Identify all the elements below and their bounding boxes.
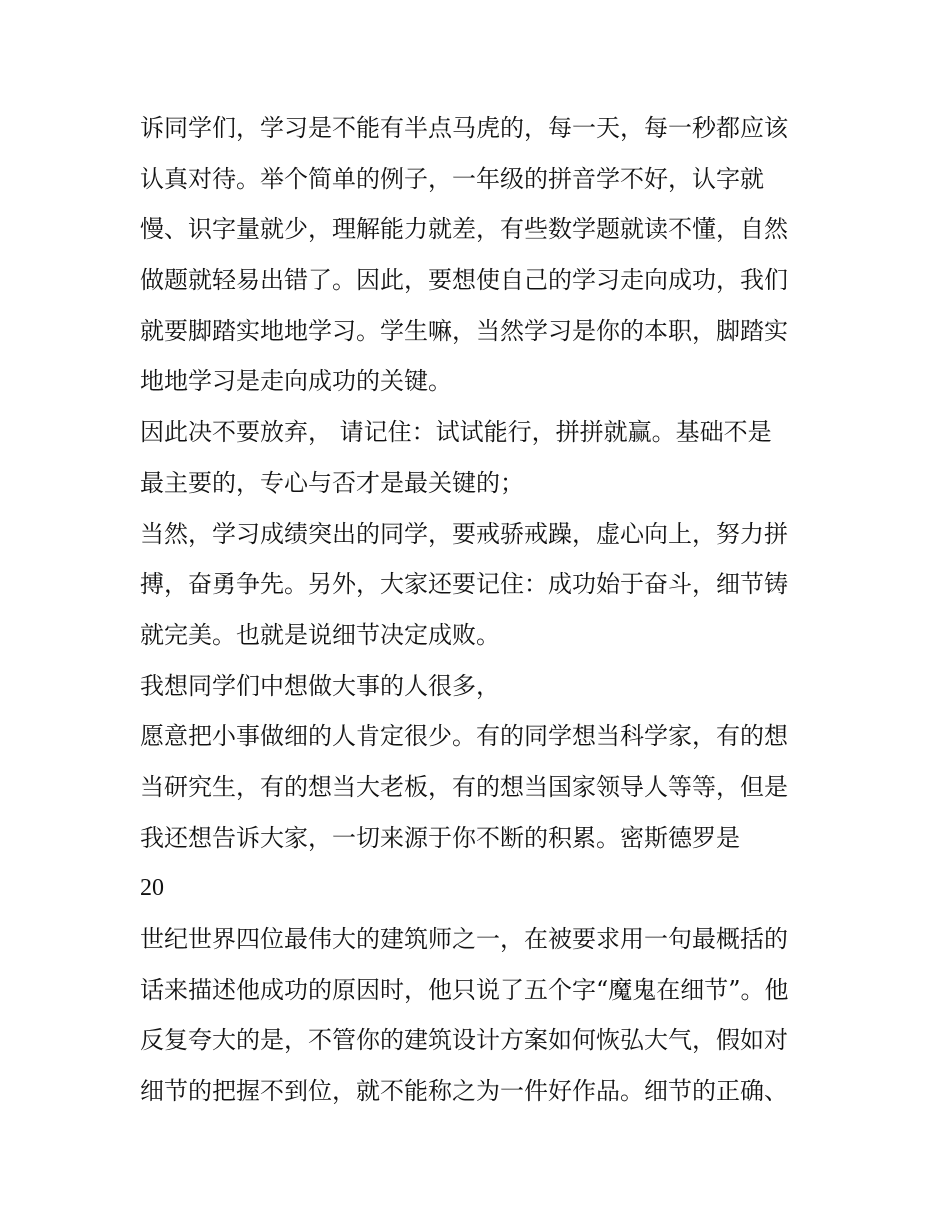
text-line: 话来描述他成功的原因时，他只说了五个字“魔鬼在细节”。他 <box>140 975 789 1004</box>
text-line: 世纪世界四位最伟大的建筑师之一，在被要求用一句最概括的 <box>140 925 788 953</box>
text-line: 细节的把握不到位，就不能称之为一件好作品。细节的正确、 <box>140 1077 788 1106</box>
text-line: 我想同学们中想做大事的人很多， <box>140 671 500 700</box>
text-line: 因此决不要放弃， 请记住：试试能行，拼拼就赢。基础不是 <box>140 418 772 447</box>
text-line: 诉同学们，学习是不能有半点马虎的，每一天，每一秒都应该 <box>140 114 788 142</box>
text-line: 就要脚踏实地地学习。学生嘛，当然学习是你的本职，脚踏实 <box>140 316 788 345</box>
text-line: 慢、识字量就少，理解能力就差，有些数学题就读不懂，自然 <box>140 215 788 244</box>
text-line: 认真对待。举个简单的例子，一年级的拼音学不好，认字就 <box>140 164 764 193</box>
text-line: 当研究生，有的想当大老板，有的想当国家领导人等等，但是 <box>140 772 788 801</box>
text-line: 最主要的，专心与否才是最关键的； <box>140 468 524 497</box>
text-line: 地地学习是走向成功的关键。 <box>140 367 452 396</box>
text-line: 搏，奋勇争先。另外，大家还要记住：成功始于奋斗，细节铸 <box>140 570 788 599</box>
text-line: 做题就轻易出错了。因此，要想使自己的学习走向成功，我们 <box>140 266 788 295</box>
text-line-number: 20 <box>140 875 164 902</box>
text-line: 反复夸大的是，不管你的建筑设计方案如何恢弘大气，假如对 <box>140 1026 788 1055</box>
body-text <box>140 103 820 1117</box>
text-line: 当然，学习成绩突出的同学，要戒骄戒躁，虚心向上，努力拼 <box>140 519 788 548</box>
text-line: 就完美。也就是说细节决定成败。 <box>140 620 500 649</box>
text-line: 愿意把小事做细的人肯定很少。有的同学想当科学家，有的想 <box>140 722 788 751</box>
text-line: 我还想告诉大家，一切来源于你不断的积累。密斯德罗是 <box>140 823 740 852</box>
